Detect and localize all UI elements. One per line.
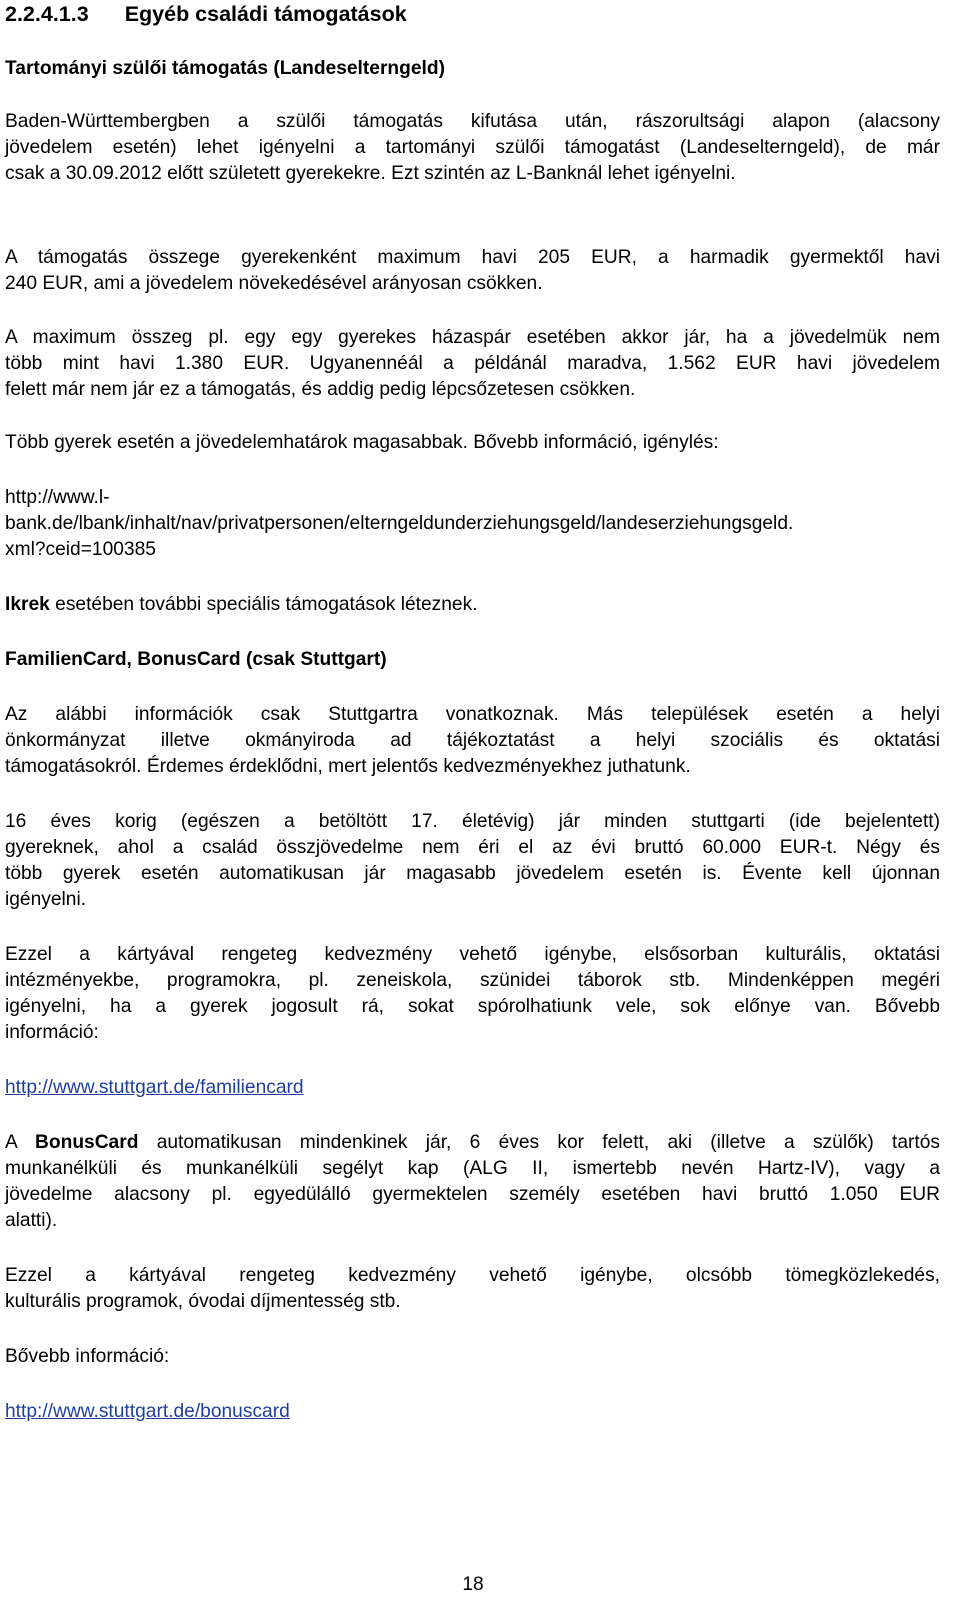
twins-bold: Ikrek <box>5 594 50 615</box>
fc-p3-line2: intézményekbe, programokra, pl. zeneiskola, szünidei táborok stb. Mindenképpen megéri <box>5 970 940 991</box>
landes-p3-line2: több mint havi 1.380 EUR. Ugyanennéál a példánál maradva, 1.562 EUR havi jövedelem <box>5 353 940 374</box>
bonuscard-bold: BonusCard <box>35 1132 139 1153</box>
twins-note <box>5 592 478 618</box>
bc-p2-line2: kulturális programok, óvodai díjmentesség stb. <box>5 1291 401 1312</box>
bc-more-info: Bővebb információ: <box>5 1346 170 1367</box>
bc-p1-line2: munkanélküli és munkanélküli segélyt kap (ALG II, ismertebb nevén Hartz-IV), vagy a <box>5 1158 940 1179</box>
fc-p3-line3: igényelni, ha a gyerek jogosult rá, sokat spórolhatiunk vele, sok előnye van. Bővebb <box>5 996 940 1017</box>
bc-prefix: A <box>5 1132 36 1153</box>
fc-p2-line1: 16 éves korig (egészen a betöltött 17. életévig) jár minden stuttgarti (ide bejelentett) <box>5 811 940 832</box>
twins-rest: esetében további speciális támogatások léteznek. <box>49 594 478 615</box>
bc-p1-line4: alatti). <box>5 1210 58 1231</box>
section-heading <box>5 0 407 28</box>
section-title: Egyéb családi támogatások <box>124 2 407 26</box>
bc-p1-line3: jövedelme alacsony pl. egyedülálló gyermektelen személy esetében havi bruttó 1.050 EUR <box>5 1184 940 1205</box>
lbank-url-line2: bank.de/lbank/inhalt/nav/privatpersonen/elterngeldunderziehungsgeld/landeserziehungsgeld. <box>5 513 794 534</box>
fc-p2-line3: több gyerek esetén automatikusan jár magasabb jövedelem esetén is. Évente kell újonnan <box>5 863 940 884</box>
landes-p3-line3: felett már nem jár ez a támogatás, és addig pedig lépcsőzetesen csökken. <box>5 379 636 400</box>
landes-p1-line3: csak a 30.09.2012 előtt született gyerekekre. Ezt szintén az L-Banknál lehet igényelni. <box>5 163 736 184</box>
landes-p4: Több gyerek esetén a jövedelemhatárok magasabbak. Bővebb információ, igénylés: <box>5 432 719 453</box>
fc-p3-line4: információ: <box>5 1022 99 1043</box>
landeselterngeld-heading: Tartományi szülői támogatás (Landeselterngeld) <box>5 58 445 79</box>
landes-p2-line2: 240 EUR, ami a jövedelem növekedésével arányosan csökken. <box>5 273 543 294</box>
page-number: 18 <box>462 1574 484 1595</box>
fc-p2-line4: igényelni. <box>5 889 87 910</box>
fc-p2-line2: gyereknek, ahol a család összjövedelme nem éri el az évi bruttó 60.000 EUR-t. Négy és <box>5 837 940 858</box>
fc-p1-line3: támogatásokról. Érdemes érdeklődni, mert jelentős kedvezményekhez juthatunk. <box>5 756 691 777</box>
familiencard-heading: FamilienCard, BonusCard (csak Stuttgart) <box>5 649 387 670</box>
familiencard-link[interactable]: http://www.stuttgart.de/familiencard <box>5 1077 304 1098</box>
landes-p3-line1: A maximum összeg pl. egy egy gyerekes házaspár esetében akkor jár, ha a jövedelmük nem <box>5 327 940 348</box>
bc-line1-rest: automatikusan mindenkinek jár, 6 éves kor felett, aki (illetve a szülők) tartós <box>138 1132 940 1153</box>
landes-p1-line1: Baden-Württembergben a szülői támogatás kifutása után, rászorultsági alapon (alacsony <box>5 111 940 132</box>
bc-p2-line1: Ezzel a kártyával rengeteg kedvezmény vehető igénybe, olcsóbb tömegközlekedés, <box>5 1265 940 1286</box>
section-number: 2.2.4.1.3 <box>5 2 89 26</box>
landes-p2-line1: A támogatás összege gyerekenként maximum havi 205 EUR, a harmadik gyermektől havi <box>5 247 940 268</box>
fc-p1-line2: önkormányzat illetve okmányiroda ad tájékoztatást a helyi szociális és oktatási <box>5 730 940 751</box>
lbank-url-line3: xml?ceid=100385 <box>5 539 156 560</box>
bonuscard-link[interactable]: http://www.stuttgart.de/bonuscard <box>5 1401 290 1422</box>
lbank-url-line1: http://www.l- <box>5 487 110 508</box>
fc-p1-line1: Az alábbi információk csak Stuttgartra vonatkoznak. Más települések esetén a helyi <box>5 704 940 725</box>
landes-p1-line2: jövedelem esetén) lehet igényelni a tartományi szülői támogatást (Landeselterngeld), de már <box>5 137 940 158</box>
fc-p3-line1: Ezzel a kártyával rengeteg kedvezmény vehető igénybe, elsősorban kulturális, oktatási <box>5 944 940 965</box>
bc-p1-line1 <box>5 1130 940 1156</box>
